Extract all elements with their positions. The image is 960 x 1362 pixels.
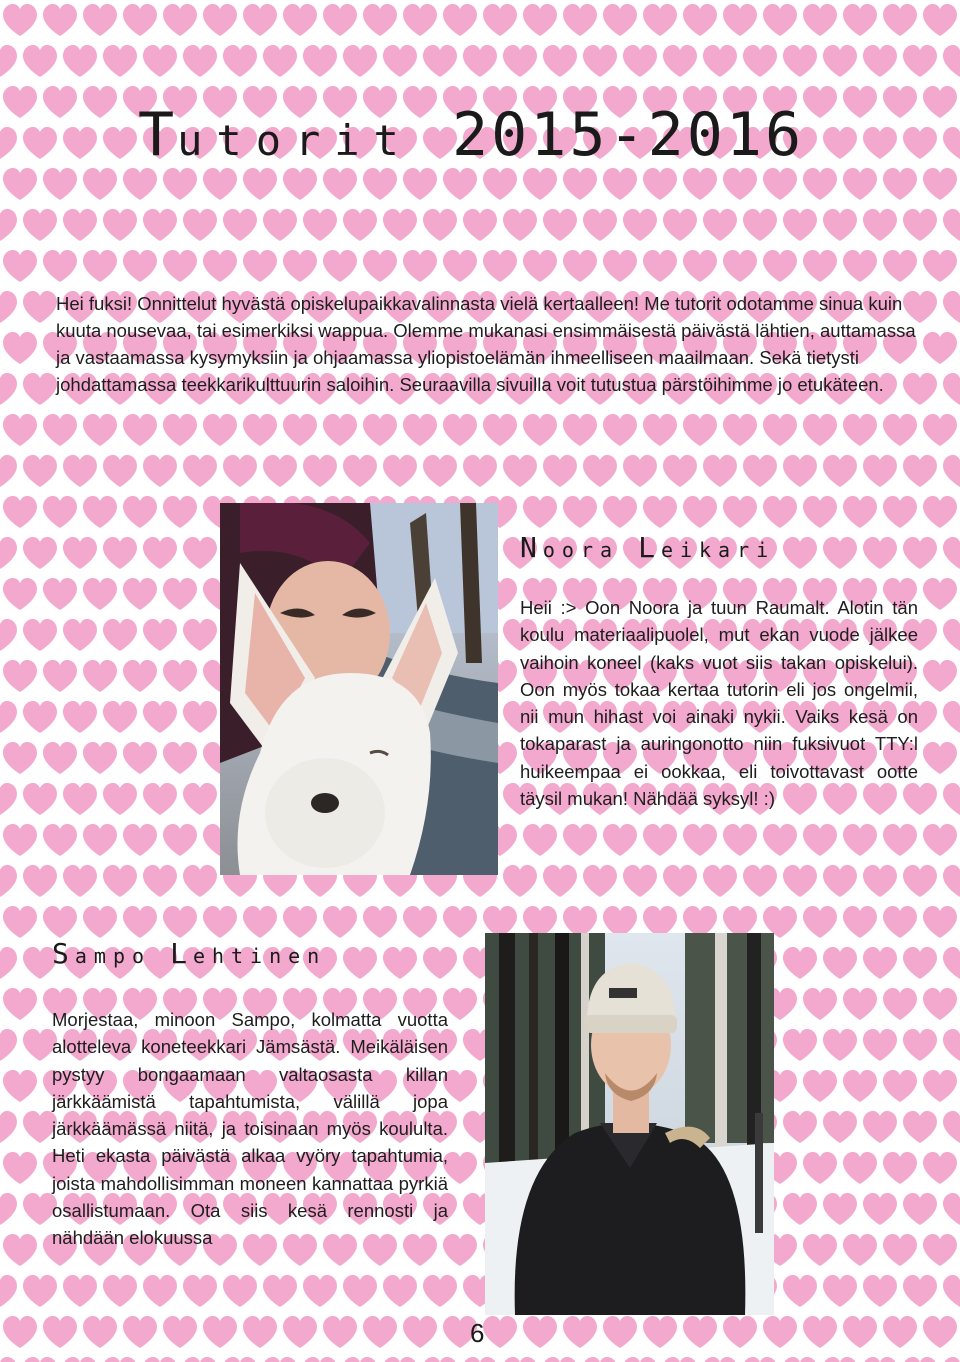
sampo-bio: Morjestaa, minoon Sampo, kolmatta vuotta alotteleva koneteekkari Jämsästä. Meikäläisen pystyy bongaamaan valtaosasta killan järkkäämistä tapahtumista, välillä jopa järkkäämässä niitä, ja toisinaan myös koululta. Heti ekasta päivästä alkaa vyöry tapahtumia, joista mahdollisimman moneen kannattaa pyrkiä osallistumaan. Ota siis kesä rennosti ja nähdään elokuussa bbox=[52, 1009, 448, 1249]
noora-bio: Heii :> Oon Noora ja tuun Raumalt. Alotin tän koulu materiaalipuolel, mut ekan vuode jälkee vaihoin koneel (kaks vuot siis takan opiskelui). Oon myös tokaa kertaa tutorin eli jos ongelmii, nii mun hihast voi ainaki nykii. Vaiks kesä on tokaparast ja auringonotto niin fuksivuot TTY:l huikeempaa ei ookkaa, eli toivottavast ootte täysil mukan! Nähdää syksyl! :) bbox=[520, 597, 918, 810]
title-initial: T bbox=[138, 100, 178, 170]
intro-paragraph: Hei fuksi! Onnittelut hyvästä opiskelupaikkavalinnasta vielä kertaalleen! Me tutorit odotamme sinua kuin kuuta nousevaa, tai esimerkiksi wappua. Olemme mukanasi ensimmäisestä päivästä lähtien, auttamassa ja vastaamassa kysymyksiin ja ohjaamassa yliopistoelämän ihmeelliseen maailmaan. Sekä tietysti johdattamassa teekkarikulttuurin saloihin. Seuraavilla sivuilla voit tutustua pärstöihimme jo etukäteen. bbox=[56, 293, 916, 395]
page-title bbox=[138, 100, 804, 170]
noora-photo-image bbox=[220, 503, 498, 875]
title-word: utorit bbox=[177, 116, 413, 165]
noora-photo bbox=[220, 503, 498, 875]
title-years: 2015-2016 bbox=[451, 100, 805, 170]
sampo-photo bbox=[485, 933, 774, 1315]
page-number: 6 bbox=[470, 1318, 485, 1348]
sampo-name: Sampo Lehtinen bbox=[52, 937, 327, 970]
sampo-photo-image bbox=[485, 933, 774, 1315]
noora-name: Noora Leikari bbox=[520, 531, 776, 564]
